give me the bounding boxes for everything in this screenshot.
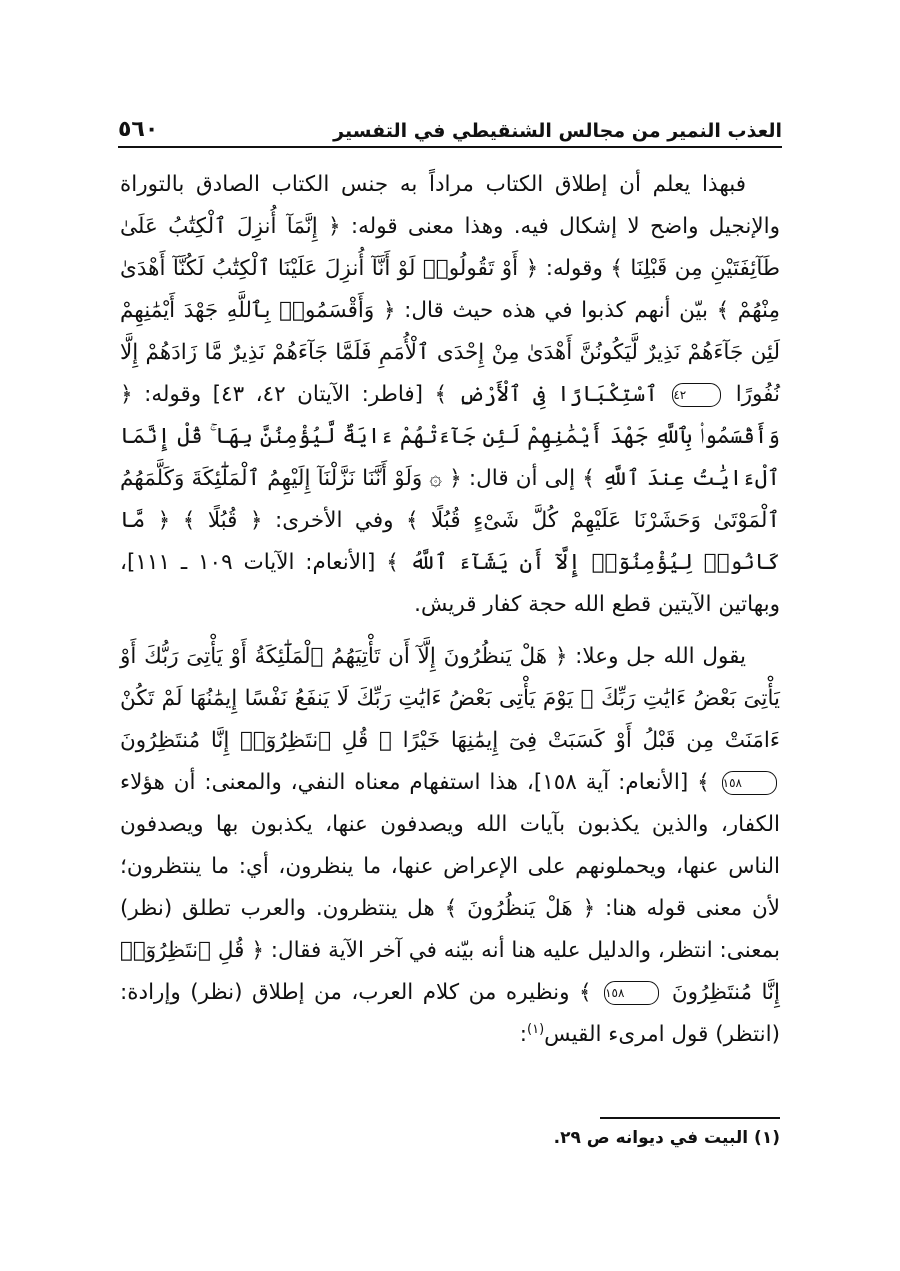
quran-bracket-close: ﴾ (405, 508, 419, 533)
body-text: : (519, 1022, 528, 1047)
quran-bracket-open: ﴿ (582, 896, 596, 921)
quran-bracket-close: ﴾ (386, 550, 399, 575)
body-text: بيّن أنهم كذبوا في هذه حيث قال: (404, 298, 708, 323)
body-text: وقوله: (144, 382, 202, 407)
body-text: يقول الله جل وعلا: (575, 644, 746, 669)
quran-verse: هَلْ يَنظُرُونَ إِلَّآ أَن تَأْتِيَهُمُ ٱلْمَلَٰٓئِكَةُ أَوْ يَأْتِىَ رَبُّكَ أَوْ يَأْتِىَ بَعْضُ ءَايَٰتِ رَبِّكَ ۗ يَوْمَ يَأْتِى بَعْضُ ءَايَٰتِ رَبِّكَ لَا يَنفَعُ نَفْسًا إِيمَٰنُهَا لَمْ تَكُنْ ءَامَنَتْ مِن قَبْلُ أَوْ كَسَبَتْ فِىٓ إِيمَٰنِهَا خَيْرًا ۗ قُلِ ٱنتَظِرُوٓا۟ إِنَّا مُنتَظِرُونَ (120, 644, 780, 753)
quran-bracket-open: ﴿ (157, 508, 171, 533)
quran-bracket-close: ﴾ (444, 896, 458, 921)
footnote-divider (600, 1117, 780, 1119)
verse-reference: [فاطر: الآيتان ٤٢، ٤٣] (212, 382, 424, 407)
quran-verse: إِنَّمَآ أُنزِلَ ٱلْكِتَٰبُ عَلَىٰ طَآئِفَتَيْنِ مِن قَبْلِنَا (120, 214, 781, 281)
quran-bracket-open: ﴿ (249, 508, 263, 533)
paragraph-1 (120, 164, 780, 626)
page-number: ٥٦٠ (118, 117, 159, 142)
body-text: ، هذا استفهام معناه النفي، والمعنى: أن هؤلاء الكفار، والذين يكذبون بآيات الله ويصدفون عنها، يكذبون بها ويصدفون الناس عنها، ويحملونهم على الإعراض عنها، ما ينظرون، أي: ما ينتظرون؛ لأن معنى قوله هنا: (120, 770, 781, 921)
ayah-number-marker: ٤٢ (672, 383, 721, 407)
quran-bracket-close: ﴾ (182, 508, 196, 533)
quran-verse: قُبُلًا (207, 508, 238, 533)
quran-bracket-open: ﴿ (120, 382, 133, 407)
quran-bracket-close: ﴾ (434, 382, 448, 407)
quran-bracket-close: ﴾ (579, 980, 592, 1005)
quran-bracket-open: ﴿ (525, 256, 539, 281)
body-text: وفي الأخرى: (274, 508, 394, 533)
quran-verse: هَلْ يَنظُرُونَ (467, 896, 573, 921)
verse-reference: [الأنعام: الآيات ١٠٩ ـ ١١١] (126, 550, 376, 575)
quran-bracket-open: ﴿ (382, 298, 396, 323)
quran-verse: قُلِ ٱنتَظِرُوٓا۟ إِنَّا مُنتَظِرُونَ (120, 938, 781, 1005)
ayah-number-marker: ١٥٨ (722, 771, 777, 795)
ayah-number-marker: ١٥٨ (604, 981, 659, 1005)
body-text: وقوله: (545, 256, 603, 281)
body-text: ونظيره من كلام العرب، من إطلاق (نظر) وإرادة: (انتظر) قول امرىء القيس (120, 980, 780, 1047)
footnote-reference[interactable]: (١) (527, 1021, 545, 1037)
quran-bracket-open: ﴿ (251, 938, 264, 963)
body-text: ، وبهاتين الآيتين قطع الله حجة كفار قريش. (120, 550, 780, 617)
paragraph-2 (120, 636, 780, 1056)
quran-bracket-close: ﴾ (697, 770, 710, 795)
quran-verse: وَأَقْسَمُوا۟ بِٱللَّهِ جَهْدَ أَيْمَٰنِهِمْ لَئِن جَآءَهُمْ نَذِيرٌ لَّيَكُونُنَّ أَهْدَىٰ مِنْ إِحْدَى ٱلْأُمَمِ فَلَمَّا جَآءَهُمْ نَذِيرٌ مَّا زَادَهُمْ إِلَّا نُفُورًا (120, 298, 781, 407)
body-text: فبهذا يعلم أن إطلاق الكتاب مراداً به جنس الكتاب الصادق بالتوراة والإنجيل واضح لا إشكال فيه. وهذا معنى قوله: (120, 172, 780, 239)
page-header (118, 108, 782, 148)
running-title: العذب النمير من مجالس الشنقيطي في التفسير (333, 120, 782, 142)
body-text: هل ينتظرون. والعرب تطلق (نظر) بمعنى: انتظر، والدليل عليه هنا أنه بيّنه في آخر الآية فقال: (120, 896, 780, 963)
page-body (120, 164, 780, 1056)
quran-bracket-open: ﴿ (554, 644, 568, 669)
quran-verse: ۞ وَلَوْ أَنَّنَا نَزَّلْنَآ إِلَيْهِمُ ٱلْمَلَٰٓئِكَةَ وَكَلَّمَهُمُ ٱلْمَوْتَىٰ وَحَشَرْنَا عَلَيْهِمْ كُلَّ شَىْءٍ قُبُلًا (120, 466, 780, 533)
quran-bracket-open: ﴿ (449, 466, 462, 491)
quran-bracket-close: ﴾ (582, 466, 595, 491)
quran-verse: وَأَقْسَمُوا۟ بِٱللَّهِ جَهْدَ أَيْمَٰنِهِمْ لَئِن جَآءَتْهُمْ ءَايَةٌ لَّيُؤْمِنُنَّ بِهَا ۚ قُلْ إِنَّمَا ٱلْءَايَٰتُ عِندَ ٱللَّهِ (120, 424, 780, 491)
quran-verse: أَوْ تَقُولُوا۟ لَوْ أَنَّآ أُنزِلَ عَلَيْنَا ٱلْكِتَٰبُ لَكُنَّآ أَهْدَىٰ مِنْهُمْ (120, 256, 781, 323)
quran-bracket-close: ﴾ (716, 298, 730, 323)
quran-verse: ٱسْتِكْبَارًا فِى ٱلْأَرْضِ (458, 382, 658, 407)
body-text: إلى أن قال: (468, 466, 576, 491)
footnote: (١) البيت في ديوانه ص ٢٩. (553, 1128, 780, 1148)
quran-bracket-close: ﴾ (610, 256, 623, 281)
verse-reference: [الأنعام: آية ١٥٨] (533, 770, 689, 795)
quran-verse: مَّا كَانُوا۟ لِيُؤْمِنُوٓا۟ إِلَّآ أَن يَشَآءَ ٱللَّهُ (120, 508, 781, 575)
quran-bracket-open: ﴿ (328, 214, 341, 239)
